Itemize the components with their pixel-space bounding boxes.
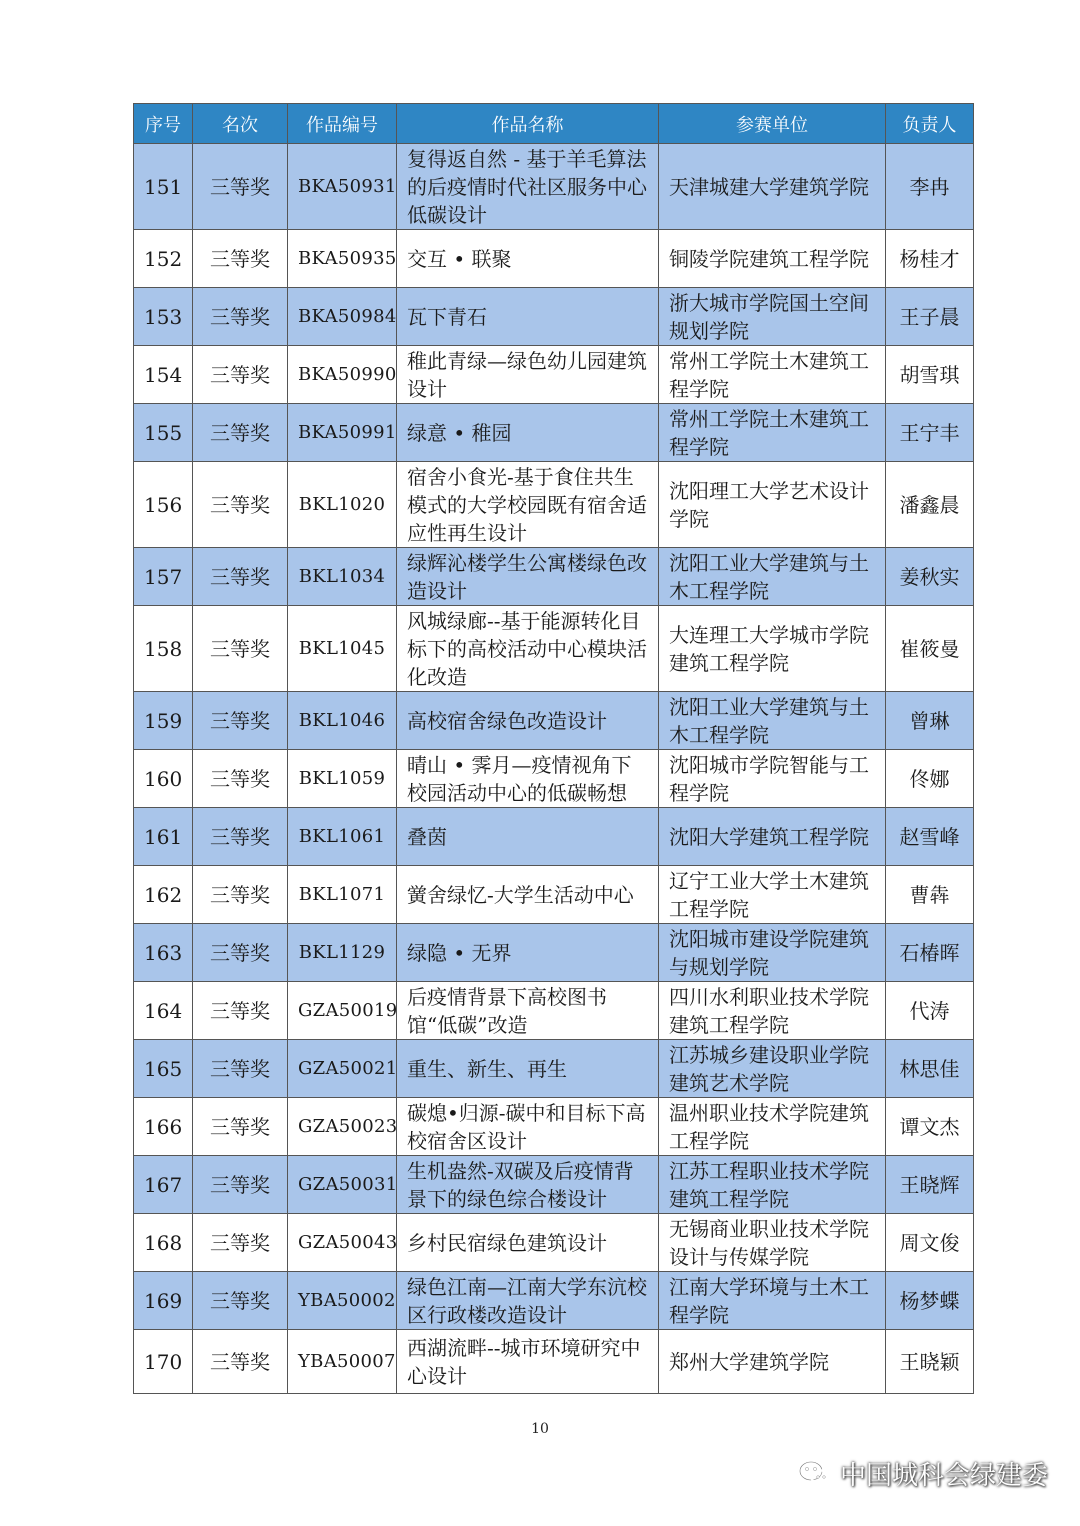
cell-title: 后疫情背景下高校图书馆“低碳”改造 bbox=[397, 982, 659, 1040]
cell-unit: 沈阳城市建设学院建筑与规划学院 bbox=[659, 924, 886, 982]
cell-person: 石椿晖 bbox=[886, 924, 974, 982]
cell-rank: 三等奖 bbox=[193, 1330, 288, 1394]
table-row bbox=[134, 982, 974, 1040]
table-row bbox=[134, 288, 974, 346]
table-row bbox=[134, 548, 974, 606]
cell-rank: 三等奖 bbox=[193, 548, 288, 606]
cell-code: BKA50931 bbox=[288, 144, 397, 230]
cell-title: 西湖流畔--城市环境研究中心设计 bbox=[397, 1330, 659, 1394]
cell-unit: 无锡商业职业技术学院设计与传媒学院 bbox=[659, 1214, 886, 1272]
table-row bbox=[134, 866, 974, 924]
page-number: 10 bbox=[531, 1421, 549, 1437]
table-row bbox=[134, 230, 974, 288]
table-row bbox=[134, 750, 974, 808]
cell-num: 151 bbox=[134, 144, 193, 230]
cell-title: 重生、新生、再生 bbox=[397, 1040, 659, 1098]
cell-rank: 三等奖 bbox=[193, 1272, 288, 1330]
cell-unit: 江苏工程职业技术学院建筑工程学院 bbox=[659, 1156, 886, 1214]
cell-unit: 常州工学院土木建筑工程学院 bbox=[659, 404, 886, 462]
cell-title: 绿色江南—江南大学东沆校区行政楼改造设计 bbox=[397, 1272, 659, 1330]
award-table-container bbox=[133, 103, 973, 1394]
cell-person: 林思佳 bbox=[886, 1040, 974, 1098]
cell-person: 佟娜 bbox=[886, 750, 974, 808]
cell-title: 绿意 • 稚园 bbox=[397, 404, 659, 462]
cell-code: BKA50990 bbox=[288, 346, 397, 404]
cell-code: BKA50935 bbox=[288, 230, 397, 288]
cell-title: 乡村民宿绿色建筑设计 bbox=[397, 1214, 659, 1272]
cell-unit: 辽宁工业大学土木建筑工程学院 bbox=[659, 866, 886, 924]
cell-rank: 三等奖 bbox=[193, 982, 288, 1040]
cell-title: 高校宿舍绿色改造设计 bbox=[397, 692, 659, 750]
cell-person: 杨桂才 bbox=[886, 230, 974, 288]
table-row bbox=[134, 1156, 974, 1214]
table-header bbox=[134, 104, 974, 144]
cell-num: 159 bbox=[134, 692, 193, 750]
cell-title: 稚此青绿—绿色幼儿园建筑设计 bbox=[397, 346, 659, 404]
cell-code: BKL1071 bbox=[288, 866, 397, 924]
cell-code: BKL1061 bbox=[288, 808, 397, 866]
cell-title: 碳熄•归源-碳中和目标下高校宿舍区设计 bbox=[397, 1098, 659, 1156]
watermark-text: 中国城科会绿建委 bbox=[840, 1461, 1049, 1491]
table-row bbox=[134, 1272, 974, 1330]
table-row bbox=[134, 1330, 974, 1394]
cell-code: YBA50007 bbox=[288, 1330, 397, 1394]
cell-num: 164 bbox=[134, 982, 193, 1040]
cell-num: 155 bbox=[134, 404, 193, 462]
cell-num: 165 bbox=[134, 1040, 193, 1098]
table-row bbox=[134, 1214, 974, 1272]
cell-code: BKA50984 bbox=[288, 288, 397, 346]
table-row bbox=[134, 692, 974, 750]
cell-num: 157 bbox=[134, 548, 193, 606]
watermark bbox=[798, 1455, 1048, 1492]
cell-person: 王宁丰 bbox=[886, 404, 974, 462]
cell-unit: 天津城建大学建筑学院 bbox=[659, 144, 886, 230]
cell-title: 生机盎然-双碳及后疫情背景下的绿色综合楼设计 bbox=[397, 1156, 659, 1214]
cell-num: 163 bbox=[134, 924, 193, 982]
cell-person: 王晓辉 bbox=[886, 1156, 974, 1214]
cell-code: BKL1020 bbox=[288, 462, 397, 548]
header-unit: 参赛单位 bbox=[659, 104, 886, 144]
cell-unit: 沈阳理工大学艺术设计学院 bbox=[659, 462, 886, 548]
award-table bbox=[133, 103, 974, 1394]
cell-title: 交互 • 联聚 bbox=[397, 230, 659, 288]
cell-person: 周文俊 bbox=[886, 1214, 974, 1272]
cell-unit: 沈阳工业大学建筑与土木工程学院 bbox=[659, 548, 886, 606]
cell-title: 叠茵 bbox=[397, 808, 659, 866]
cell-code: BKL1059 bbox=[288, 750, 397, 808]
cell-person: 潘鑫晨 bbox=[886, 462, 974, 548]
cell-unit: 郑州大学建筑学院 bbox=[659, 1330, 886, 1394]
table-row bbox=[134, 144, 974, 230]
cell-rank: 三等奖 bbox=[193, 288, 288, 346]
cell-code: BKA50991 bbox=[288, 404, 397, 462]
cell-title: 复得返自然 - 基于羊毛算法的后疫情时代社区服务中心低碳设计 bbox=[397, 144, 659, 230]
cell-rank: 三等奖 bbox=[193, 404, 288, 462]
cell-code: YBA50002 bbox=[288, 1272, 397, 1330]
cell-unit: 温州职业技术学院建筑工程学院 bbox=[659, 1098, 886, 1156]
cell-num: 167 bbox=[134, 1156, 193, 1214]
cell-unit: 沈阳工业大学建筑与土木工程学院 bbox=[659, 692, 886, 750]
cell-num: 156 bbox=[134, 462, 193, 548]
cell-rank: 三等奖 bbox=[193, 346, 288, 404]
cell-person: 谭文杰 bbox=[886, 1098, 974, 1156]
cell-title: 绿辉沁楼学生公寓楼绿色改造设计 bbox=[397, 548, 659, 606]
cell-unit: 江苏城乡建设职业学院建筑艺术学院 bbox=[659, 1040, 886, 1098]
cell-num: 170 bbox=[134, 1330, 193, 1394]
cell-num: 162 bbox=[134, 866, 193, 924]
cell-person: 曹犇 bbox=[886, 866, 974, 924]
cell-code: GZA50031 bbox=[288, 1156, 397, 1214]
table-row bbox=[134, 606, 974, 692]
cell-unit: 沈阳大学建筑工程学院 bbox=[659, 808, 886, 866]
table-body bbox=[134, 144, 974, 1394]
cell-title: 黉舍绿忆-大学生活动中心 bbox=[397, 866, 659, 924]
cell-num: 152 bbox=[134, 230, 193, 288]
cell-person: 杨梦蝶 bbox=[886, 1272, 974, 1330]
cell-num: 166 bbox=[134, 1098, 193, 1156]
cell-rank: 三等奖 bbox=[193, 462, 288, 548]
cell-person: 胡雪琪 bbox=[886, 346, 974, 404]
cell-title: 绿隐 • 无界 bbox=[397, 924, 659, 982]
table-row bbox=[134, 808, 974, 866]
cell-title: 宿舍小食光-基于食住共生模式的大学校园既有宿舍适应性再生设计 bbox=[397, 462, 659, 548]
cell-num: 161 bbox=[134, 808, 193, 866]
cell-code: BKL1129 bbox=[288, 924, 397, 982]
cell-unit: 江南大学环境与土木工程学院 bbox=[659, 1272, 886, 1330]
cell-person: 崔筱曼 bbox=[886, 606, 974, 692]
cell-rank: 三等奖 bbox=[193, 750, 288, 808]
table-row bbox=[134, 924, 974, 982]
cell-rank: 三等奖 bbox=[193, 1214, 288, 1272]
cell-rank: 三等奖 bbox=[193, 866, 288, 924]
cell-unit: 四川水利职业技术学院建筑工程学院 bbox=[659, 982, 886, 1040]
cell-person: 曾琳 bbox=[886, 692, 974, 750]
cell-rank: 三等奖 bbox=[193, 692, 288, 750]
cell-rank: 三等奖 bbox=[193, 230, 288, 288]
cell-rank: 三等奖 bbox=[193, 1040, 288, 1098]
table-row bbox=[134, 1040, 974, 1098]
cell-rank: 三等奖 bbox=[193, 144, 288, 230]
cell-title: 瓦下青石 bbox=[397, 288, 659, 346]
cell-code: GZA50043 bbox=[288, 1214, 397, 1272]
cell-num: 154 bbox=[134, 346, 193, 404]
cell-person: 代涛 bbox=[886, 982, 974, 1040]
cell-unit: 沈阳城市学院智能与工程学院 bbox=[659, 750, 886, 808]
header-rank: 名次 bbox=[193, 104, 288, 144]
cell-code: GZA50021 bbox=[288, 1040, 397, 1098]
cell-rank: 三等奖 bbox=[193, 1098, 288, 1156]
cell-code: GZA50023 bbox=[288, 1098, 397, 1156]
header-code: 作品编号 bbox=[288, 104, 397, 144]
cell-title: 风城绿廊--基于能源转化目标下的高校活动中心模块活化改造 bbox=[397, 606, 659, 692]
header-person: 负责人 bbox=[886, 104, 974, 144]
cell-num: 168 bbox=[134, 1214, 193, 1272]
table-row bbox=[134, 346, 974, 404]
cell-person: 王晓颖 bbox=[886, 1330, 974, 1394]
cell-num: 158 bbox=[134, 606, 193, 692]
table-row bbox=[134, 404, 974, 462]
cell-num: 160 bbox=[134, 750, 193, 808]
header-title: 作品名称 bbox=[397, 104, 659, 144]
cell-rank: 三等奖 bbox=[193, 606, 288, 692]
cell-num: 153 bbox=[134, 288, 193, 346]
cell-unit: 浙大城市学院国土空间规划学院 bbox=[659, 288, 886, 346]
cell-person: 姜秋实 bbox=[886, 548, 974, 606]
cell-num: 169 bbox=[134, 1272, 193, 1330]
cell-person: 王子晨 bbox=[886, 288, 974, 346]
cell-rank: 三等奖 bbox=[193, 924, 288, 982]
cell-person: 李冉 bbox=[886, 144, 974, 230]
cell-code: BKL1045 bbox=[288, 606, 397, 692]
wechat-icon bbox=[798, 1459, 832, 1489]
cell-rank: 三等奖 bbox=[193, 808, 288, 866]
cell-rank: 三等奖 bbox=[193, 1156, 288, 1214]
cell-person: 赵雪峰 bbox=[886, 808, 974, 866]
cell-code: BKL1046 bbox=[288, 692, 397, 750]
cell-title: 晴山 • 霁月—疫情视角下校园活动中心的低碳畅想 bbox=[397, 750, 659, 808]
cell-code: GZA50019 bbox=[288, 982, 397, 1040]
cell-code: BKL1034 bbox=[288, 548, 397, 606]
table-row bbox=[134, 1098, 974, 1156]
header-num: 序号 bbox=[134, 104, 193, 144]
cell-unit: 大连理工大学城市学院建筑工程学院 bbox=[659, 606, 886, 692]
cell-unit: 铜陵学院建筑工程学院 bbox=[659, 230, 886, 288]
cell-unit: 常州工学院土木建筑工程学院 bbox=[659, 346, 886, 404]
table-row bbox=[134, 462, 974, 548]
